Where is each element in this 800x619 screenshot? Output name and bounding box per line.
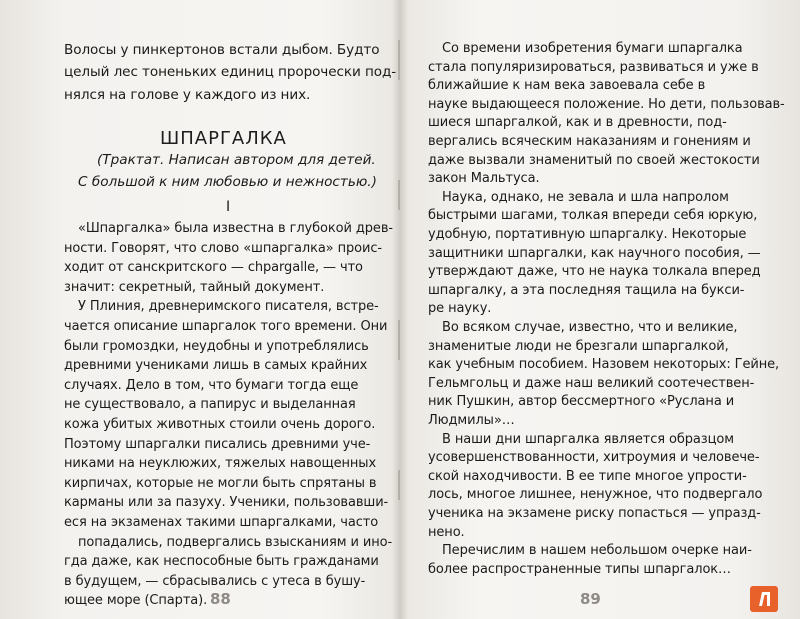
- text-line: лось, многое лишнее, ненужное, что подвергало: [428, 487, 763, 503]
- publisher-logo-icon: [750, 586, 778, 612]
- text-line: нялся на голове у каждого из них.: [64, 87, 311, 103]
- text-line: ученика на экзамене риску попасться — упразд-: [428, 506, 761, 521]
- text-line: никами на неуклюжих, тяжелых навощенных: [64, 456, 377, 472]
- text-line: Поэтому шпаргалки писались древними уче-: [64, 436, 371, 452]
- text-line: науке выдающееся положение. Но дети, пользовав-: [428, 96, 785, 112]
- text-line: были громоздки, неудобны и употреблялись: [64, 338, 369, 354]
- text-line: как учебным пособием. Назовем некоторых: Гейне,: [428, 357, 780, 373]
- text-line: В наши дни шпаргалка является образцом: [442, 431, 734, 447]
- text-line: кожа убитых животных стоили очень дорого.: [64, 417, 376, 432]
- text-line: ближайшие к нам века завоевала себе в: [428, 78, 706, 94]
- text-line: в будущем, — сбрасывались с утеса в бушу-: [64, 573, 366, 589]
- text-line: ре науку.: [428, 301, 492, 317]
- text-line: Со времени изобретения бумаги шпаргалка: [442, 41, 743, 56]
- text-line: гда даже, как неспособные быть гражданами: [64, 554, 379, 570]
- text-line: ности. Говорят, что слово «шпаргалка» проис-: [64, 240, 382, 256]
- text-line: ник Пушкин, автор бессмертного «Руслана и: [428, 394, 735, 410]
- text-line: шпаргалку, а эта последняя тащила на букси-: [428, 282, 745, 298]
- text-line: быстрыми шагами, толкая впереди себя юркую,: [428, 208, 758, 224]
- text-line: целый лес тоненьких единиц пророчески под-: [64, 64, 397, 80]
- text-line: древними учениками лишь в самых крайних: [64, 358, 368, 374]
- text-line: Наука, однако, не зевала и шла напролом: [442, 189, 729, 205]
- text-line: стала популяризироваться, развиваться и уже в: [428, 59, 759, 75]
- text-line: значит: секретный, тайный документ.: [64, 279, 325, 295]
- text-line: Людмилы»…: [428, 413, 515, 428]
- text-line: еся на экзаменах такими шпаргалками, часто: [64, 515, 379, 530]
- text-line: вергались всяческим наказаниям и гонениям и: [428, 134, 751, 149]
- text-line: удобную, портативную шпаргалку. Некоторые: [428, 227, 747, 242]
- text-line: «Шпаргалка» была известна в глубокой древ-: [78, 221, 393, 236]
- text-line: Волосы у пинкертонов встали дыбом. Будто: [64, 42, 380, 58]
- text-line: более распространенные типы шпаргалок…: [428, 561, 731, 577]
- text-line: ской находчивости. В ее типе многое упрости-: [428, 468, 747, 484]
- text-line: закон Мальтуса.: [428, 171, 540, 187]
- text-line: усовершенствованности, хитроумия и человече-: [428, 450, 760, 466]
- text-line: Во всяком случае, известно, что и великие,: [442, 320, 738, 335]
- subtitle-line: С большой к ним любовью и нежностью.): [78, 174, 377, 190]
- text-line: ющее море (Спарта).: [64, 593, 208, 609]
- subtitle-line: (Трактат. Написан автором для детей.: [97, 152, 376, 168]
- page-number: 89: [580, 590, 601, 608]
- text-line: случаях. Дело в том, что бумаги тогда еще: [64, 377, 359, 393]
- page-number: 88: [210, 590, 231, 608]
- text-line: ходит от санскритского — chpargalle, — что: [64, 260, 363, 276]
- text-line: У Плиния, древнеримского писателя, встре-: [78, 299, 379, 315]
- text-line: нено.: [428, 524, 465, 540]
- text-line: не существовало, а папирус и выделанная: [64, 397, 356, 413]
- text-line: утверждают даже, что не наука толкала вперед: [428, 264, 761, 280]
- text-line: чается описание шпаргалок того времени. Они: [64, 319, 388, 334]
- text-line: знаменитые люди не брезгали шпаргалкой,: [428, 338, 729, 354]
- right-page: [400, 0, 800, 619]
- text-line: Перечислим в нашем небольшом очерке наи-: [442, 543, 752, 559]
- section-heading: ШПАРГАЛКА: [160, 128, 287, 149]
- text-line: защитники шпаргалки, как научного пособия, —: [428, 245, 761, 261]
- text-line: Гельмгольц и даже наш великий соотечествен-: [428, 375, 755, 391]
- text-line: шиеся шпаргалкой, как и в древности, под-: [428, 115, 727, 131]
- text-line: карманы или за пазуху. Ученики, пользовавши-: [64, 495, 389, 511]
- text-line: попадались, подвергались взысканиям и ино-: [78, 534, 393, 550]
- text-line: даже вызвали знаменитый по своей жестокости: [428, 152, 760, 168]
- chapter-number: I: [226, 199, 231, 215]
- text-line: кирпичах, которые не могли быть спрятаны в: [64, 475, 377, 491]
